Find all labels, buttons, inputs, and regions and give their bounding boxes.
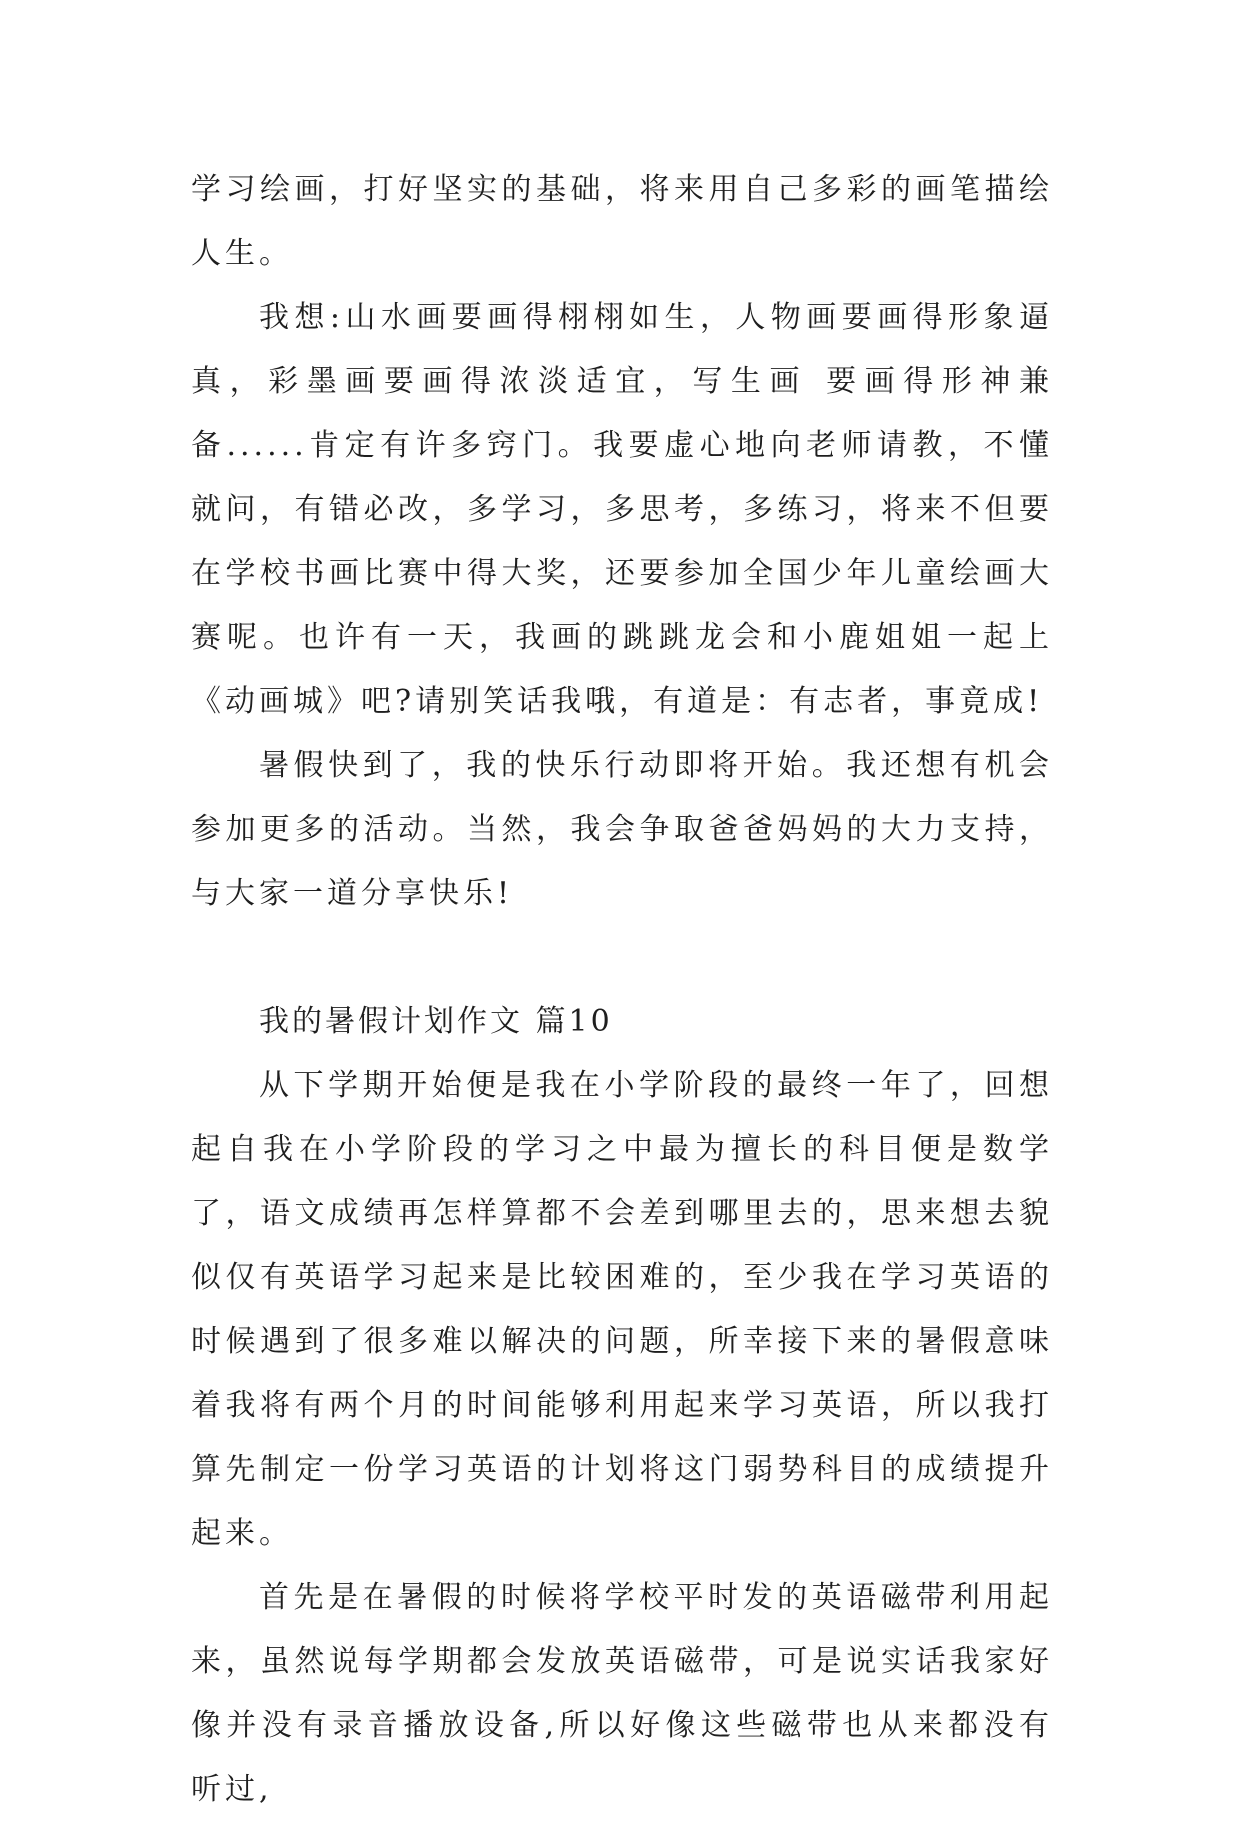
- document-body: [191, 158, 1053, 1822]
- paragraph-painting-plan: 我想:山水画要画得栩栩如生，人物画要画得形象逼真，彩墨画要画得浓淡适宜，写生画 要画得形神兼备......肯定有许多窍门。我要虚心地向老师请教，不懂就问，有错必改，多学习，多思考，多练习，将来不但要在学校书画比赛中得大奖，还要参加全国少年儿童绘画大赛呢。也许有一天，我画的跳跳龙会和小鹿姐姐一起上《动画城》吧?请别笑话我哦，有道是：有志者，事竟成!: [191, 300, 1053, 719]
- paragraph-english-intro: 从下学期开始便是我在小学阶段的最终一年了，回想起自我在小学阶段的学习之中最为擅长的科目便是数学了，语文成绩再怎样算都不会差到哪里去的，思来想去貌似仅有英语学习起来是比较困难的，至少我在学习英语的时候遇到了很多难以解决的问题，所幸接下来的暑假意味着我将有两个月的时间能够利用起来学习英语，所以我打算先制定一份学习英语的计划将这门弱势科目的成绩提升起来。: [191, 1068, 1053, 1551]
- paragraph-english-tapes: 首先是在暑假的时候将学校平时发的英语磁带利用起来，虽然说每学期都会发放英语磁带，可是说实话我家好像并没有录音播放设备,所以好像这些磁带也从来都没有听过,: [191, 1580, 1053, 1807]
- section-title: 我的暑假计划作文 篇10: [259, 1004, 613, 1039]
- paragraph-summer-conclusion: 暑假快到了，我的快乐行动即将开始。我还想有机会参加更多的活动。当然，我会争取爸爸妈妈的大力支持，与大家一道分享快乐!: [191, 748, 1053, 911]
- paragraph-continuation: 学习绘画，打好坚实的基础，将来用自己多彩的画笔描绘人生。: [191, 172, 1053, 271]
